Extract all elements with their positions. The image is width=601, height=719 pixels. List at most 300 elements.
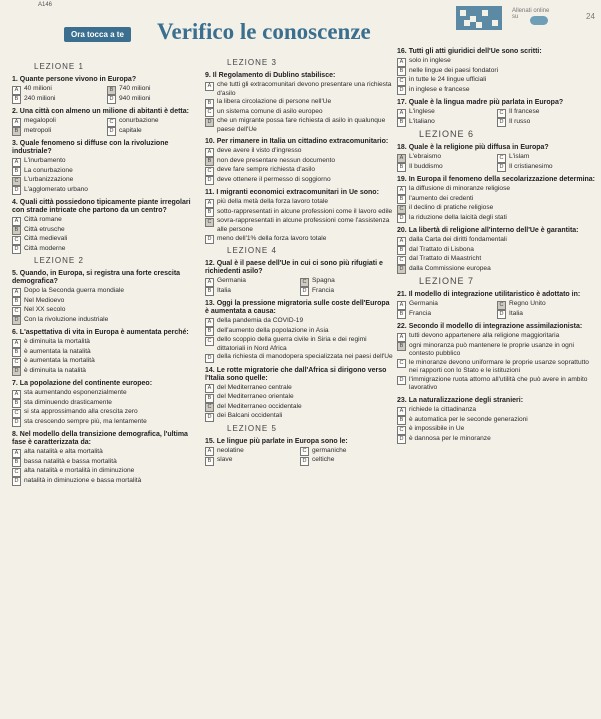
option-checkbox[interactable]: D xyxy=(12,186,21,195)
answer-option[interactable] xyxy=(12,306,202,316)
question-text: Tutti gli atti giuridici dell'Ue sono scritti: xyxy=(408,48,542,55)
answer-option[interactable] xyxy=(12,357,202,367)
answer-option[interactable] xyxy=(497,153,597,163)
answer-option[interactable] xyxy=(397,86,597,96)
option-checkbox[interactable]: B xyxy=(205,157,214,166)
option-checkbox[interactable]: C xyxy=(12,236,21,245)
question-text: Il Regolamento di Dublino stabilisce: xyxy=(212,72,336,79)
option-checkbox[interactable]: D xyxy=(397,86,406,95)
answer-option[interactable] xyxy=(397,425,597,435)
answer-options xyxy=(205,447,395,466)
option-checkbox[interactable]: B xyxy=(397,416,406,425)
option-text: celtiche xyxy=(312,456,335,464)
answer-option[interactable] xyxy=(497,163,597,173)
page-code: A146 xyxy=(38,2,53,8)
answer-option[interactable] xyxy=(397,435,597,445)
option-checkbox[interactable]: D xyxy=(205,118,214,127)
answer-option[interactable] xyxy=(107,127,202,137)
option-text: Nel XX secolo xyxy=(24,306,66,313)
answer-option[interactable] xyxy=(397,332,597,342)
question-text: Quale è la religione più diffusa in Europa? xyxy=(408,144,549,151)
option-checkbox[interactable]: D xyxy=(12,418,21,427)
option-text: 740 milioni xyxy=(119,85,151,92)
option-checkbox[interactable]: B xyxy=(12,226,21,235)
option-text: in inglese e francese xyxy=(409,85,470,93)
answer-option[interactable] xyxy=(397,246,597,256)
option-checkbox[interactable]: A xyxy=(397,333,406,342)
answer-option[interactable] xyxy=(12,117,107,127)
answer-option[interactable] xyxy=(397,118,497,128)
answer-option[interactable] xyxy=(12,458,202,468)
option-checkbox[interactable]: B xyxy=(205,287,214,296)
answer-option[interactable] xyxy=(397,236,597,246)
option-text: è diminuita la natalità xyxy=(24,366,86,374)
option-checkbox[interactable]: A xyxy=(205,278,214,287)
option-text: natalità in diminuzione e bassa mortalità xyxy=(24,476,142,484)
option-checkbox[interactable]: A xyxy=(205,148,214,157)
answer-option[interactable] xyxy=(397,416,597,426)
answer-option[interactable] xyxy=(12,399,202,409)
option-checkbox[interactable]: B xyxy=(12,297,21,306)
option-text: deve fare sempre richiesta d'asilo xyxy=(217,166,316,174)
answer-option[interactable] xyxy=(205,108,395,118)
option-checkbox[interactable]: D xyxy=(205,354,214,363)
option-checkbox[interactable]: A xyxy=(12,118,21,127)
option-checkbox[interactable]: A xyxy=(397,407,406,416)
answer-option[interactable] xyxy=(12,176,202,186)
option-checkbox[interactable]: B xyxy=(397,310,406,319)
answer-option[interactable] xyxy=(397,185,597,195)
answer-option[interactable] xyxy=(300,456,395,466)
answer-option[interactable] xyxy=(397,153,497,163)
answer-option[interactable] xyxy=(12,389,202,399)
question-number: 5. xyxy=(12,270,18,277)
answer-option[interactable] xyxy=(397,108,497,118)
option-checkbox[interactable]: A xyxy=(205,82,214,91)
option-checkbox[interactable]: D xyxy=(205,413,214,422)
option-checkbox[interactable]: C xyxy=(12,358,21,367)
answer-option[interactable] xyxy=(12,448,202,458)
answer-option[interactable] xyxy=(205,456,300,466)
answer-option[interactable] xyxy=(12,127,107,137)
answer-option[interactable] xyxy=(205,198,395,208)
option-checkbox[interactable]: A xyxy=(397,237,406,246)
option-checkbox[interactable]: C xyxy=(205,218,214,227)
question xyxy=(205,260,395,276)
answer-options xyxy=(205,81,395,134)
option-checkbox[interactable]: C xyxy=(397,77,406,86)
answer-option[interactable] xyxy=(205,336,395,353)
answer-option[interactable] xyxy=(205,412,395,422)
answer-options xyxy=(205,384,395,422)
question xyxy=(12,431,202,447)
answer-option[interactable] xyxy=(397,376,597,393)
answer-option[interactable] xyxy=(300,447,395,457)
option-checkbox[interactable]: A xyxy=(205,199,214,208)
option-checkbox[interactable]: C xyxy=(397,359,406,368)
option-text: dal Trattato di Maastricht xyxy=(409,255,482,262)
question xyxy=(397,99,597,107)
answer-options xyxy=(12,216,202,254)
question xyxy=(397,323,597,331)
option-checkbox[interactable]: D xyxy=(205,235,214,244)
option-text: La conurbazione xyxy=(24,166,73,174)
question xyxy=(205,438,395,446)
option-checkbox[interactable]: D xyxy=(12,477,21,486)
option-text: Il francese xyxy=(509,108,540,115)
answer-option[interactable] xyxy=(12,348,202,358)
answer-option[interactable] xyxy=(12,418,202,428)
answer-option[interactable] xyxy=(300,277,395,287)
answer-option[interactable] xyxy=(397,342,597,359)
answer-option[interactable] xyxy=(205,147,395,157)
answer-option[interactable] xyxy=(205,353,395,363)
option-text: è automatica per le seconde generazioni xyxy=(409,415,528,423)
answer-option[interactable] xyxy=(497,300,597,310)
option-text: l'immigrazione ruota attorno all'utilità che può avere in ambito lavorativo xyxy=(409,375,588,392)
option-text: un sistema comune di asilo europeo xyxy=(217,107,323,115)
answer-option[interactable] xyxy=(397,163,497,173)
option-checkbox[interactable]: D xyxy=(107,95,116,104)
option-checkbox[interactable]: A xyxy=(205,384,214,393)
answer-option[interactable] xyxy=(12,157,202,167)
question-number: 2. xyxy=(12,108,18,115)
question-text: Quali città possiedono tipicamente piante irregolari con strade intricate che partono da un centro? xyxy=(12,199,191,214)
answer-option[interactable] xyxy=(12,167,202,177)
option-text: Città medievali xyxy=(24,235,68,242)
option-checkbox[interactable]: B xyxy=(397,67,406,76)
option-text: dal Trattato di Lisbona xyxy=(409,245,474,253)
option-text: 940 milioni xyxy=(119,94,151,102)
option-text: più della metà della forza lavoro totale xyxy=(217,198,329,206)
answer-option[interactable] xyxy=(205,98,395,108)
answer-option[interactable] xyxy=(12,408,202,418)
answer-option[interactable] xyxy=(397,214,597,224)
option-checkbox[interactable]: A xyxy=(397,109,406,118)
question xyxy=(205,189,395,197)
option-checkbox[interactable]: D xyxy=(12,316,21,325)
option-checkbox[interactable]: C xyxy=(497,154,506,163)
option-text: deve ottenere il permesso di soggiorno xyxy=(217,175,331,183)
question-number: 9. xyxy=(205,72,211,79)
answer-option[interactable] xyxy=(397,255,597,265)
option-checkbox[interactable]: C xyxy=(300,278,309,287)
answer-options xyxy=(397,300,597,319)
option-checkbox[interactable]: B xyxy=(205,99,214,108)
question-number: 21. xyxy=(397,291,407,298)
option-text: dalla Commissione europea xyxy=(409,264,491,272)
question xyxy=(12,329,202,337)
question xyxy=(12,140,202,156)
option-checkbox[interactable]: A xyxy=(205,447,214,456)
option-checkbox[interactable]: A xyxy=(397,58,406,67)
option-text: sta diminuendo drasticamente xyxy=(24,398,112,406)
question xyxy=(397,48,597,56)
option-text: metropoli xyxy=(24,126,52,134)
option-checkbox[interactable]: B xyxy=(397,118,406,127)
option-checkbox[interactable]: B xyxy=(12,95,21,104)
answer-option[interactable] xyxy=(300,287,395,297)
answer-option[interactable] xyxy=(12,85,107,95)
online-label: Allenati online su xyxy=(512,8,550,20)
option-text: Francia xyxy=(312,286,334,294)
option-checkbox[interactable]: A xyxy=(12,339,21,348)
answer-option[interactable] xyxy=(12,338,202,348)
answer-option[interactable] xyxy=(205,384,395,394)
option-checkbox[interactable]: D xyxy=(12,367,21,376)
option-text: richiede la cittadinanza xyxy=(409,406,477,414)
option-text: è dannosa per le minoranze xyxy=(409,434,491,442)
option-checkbox[interactable]: B xyxy=(397,342,406,351)
answer-option[interactable] xyxy=(397,76,597,86)
option-text: nelle lingue dei paesi fondatori xyxy=(409,66,499,74)
option-text: alta natalità e mortalità in diminuzione xyxy=(24,467,135,474)
option-checkbox[interactable]: C xyxy=(12,307,21,316)
option-checkbox[interactable]: A xyxy=(397,186,406,195)
option-checkbox[interactable]: C xyxy=(107,118,116,127)
option-checkbox[interactable]: B xyxy=(12,348,21,357)
option-text: conurbazione xyxy=(119,117,159,124)
option-text: L'ebraismo xyxy=(409,153,442,160)
answer-option[interactable] xyxy=(12,287,202,297)
option-checkbox[interactable]: C xyxy=(12,409,21,418)
answer-option[interactable] xyxy=(497,108,597,118)
option-checkbox[interactable]: C xyxy=(397,426,406,435)
answer-option[interactable] xyxy=(205,217,395,234)
answer-option[interactable] xyxy=(12,186,202,196)
option-checkbox[interactable]: C xyxy=(12,468,21,477)
answer-option[interactable] xyxy=(205,157,395,167)
option-text: non deve presentare nessun documento xyxy=(217,156,336,164)
question-number: 10. xyxy=(205,138,215,146)
answer-option[interactable] xyxy=(107,117,202,127)
option-checkbox[interactable]: A xyxy=(12,217,21,226)
question-text: La popolazione del continente europeo: xyxy=(19,380,153,387)
option-text: solo in inglese xyxy=(409,57,451,64)
answer-option[interactable] xyxy=(12,297,202,307)
question-number: 7. xyxy=(12,380,18,387)
option-text: della richiesta di manodopera specializzata nei paesi dell'Ue xyxy=(217,353,393,361)
option-checkbox[interactable]: C xyxy=(205,167,214,176)
option-checkbox[interactable]: A xyxy=(205,318,214,327)
answer-options xyxy=(397,332,597,393)
answer-option[interactable] xyxy=(397,195,597,205)
option-checkbox[interactable]: D xyxy=(300,287,309,296)
question-number: 6. xyxy=(12,329,18,336)
question xyxy=(205,367,395,383)
option-checkbox[interactable]: D xyxy=(397,376,406,385)
column-left xyxy=(12,60,202,488)
answer-option[interactable] xyxy=(107,85,202,95)
question-text: Una città con almeno un milione di abitanti è detta: xyxy=(19,108,189,115)
answer-option[interactable] xyxy=(12,245,202,255)
answer-option[interactable] xyxy=(205,393,395,403)
option-text: Dopo la Seconda guerra mondiale xyxy=(24,287,125,294)
answer-option[interactable] xyxy=(397,265,597,275)
option-checkbox[interactable]: D xyxy=(300,457,309,466)
question xyxy=(12,108,202,116)
answer-options xyxy=(12,85,202,104)
option-text: L'islam xyxy=(509,153,530,160)
answer-option[interactable] xyxy=(205,81,395,98)
question-number: 16. xyxy=(397,48,407,55)
answer-option[interactable] xyxy=(397,310,497,320)
question-number: 11. xyxy=(205,189,215,197)
lesson-heading: LEZIONE 3 xyxy=(227,58,277,67)
answer-option[interactable] xyxy=(205,117,395,134)
header-banner xyxy=(57,15,447,55)
option-checkbox[interactable]: B xyxy=(205,327,214,336)
answer-option[interactable] xyxy=(205,447,300,457)
question-text: Il modello di integrazione utilitaristico è adottato in: xyxy=(408,291,581,298)
answer-option[interactable] xyxy=(497,118,597,128)
option-text: bassa natalità e bassa mortalità xyxy=(24,457,117,465)
answer-option[interactable] xyxy=(205,166,395,176)
answer-option[interactable] xyxy=(397,57,597,67)
option-text: Italia xyxy=(217,286,231,294)
option-checkbox[interactable]: B xyxy=(12,127,21,136)
answer-option[interactable] xyxy=(397,67,597,77)
answer-option[interactable] xyxy=(12,467,202,477)
answer-option[interactable] xyxy=(397,359,597,376)
option-text: Il russo xyxy=(509,117,531,125)
option-checkbox[interactable]: B xyxy=(397,195,406,204)
answer-option[interactable] xyxy=(205,277,300,287)
answer-option[interactable] xyxy=(205,327,395,337)
answer-options xyxy=(205,277,395,296)
option-text: Nel Medioevo xyxy=(24,296,65,304)
question xyxy=(397,397,597,405)
answer-option[interactable] xyxy=(497,310,597,320)
option-checkbox[interactable]: A xyxy=(12,86,21,95)
option-text: Regno Unito xyxy=(509,300,546,307)
option-checkbox[interactable]: D xyxy=(497,118,506,127)
option-checkbox[interactable]: D xyxy=(205,176,214,185)
option-checkbox[interactable]: C xyxy=(300,447,309,456)
answer-option[interactable] xyxy=(12,95,107,105)
answer-options xyxy=(397,108,597,127)
answer-option[interactable] xyxy=(397,204,597,214)
option-checkbox[interactable]: C xyxy=(12,177,21,186)
option-text: Città etrusche xyxy=(24,225,65,233)
option-text: dalla Carta dei diritti fondamentali xyxy=(409,236,507,243)
answer-options xyxy=(397,57,597,95)
option-checkbox[interactable]: B xyxy=(12,167,21,176)
option-checkbox[interactable]: B xyxy=(397,246,406,255)
option-text: Il buddismo xyxy=(409,162,443,170)
option-checkbox[interactable]: A xyxy=(12,449,21,458)
option-checkbox[interactable]: D xyxy=(397,214,406,223)
question xyxy=(12,199,202,215)
option-checkbox[interactable]: D xyxy=(397,435,406,444)
answer-option[interactable] xyxy=(397,406,597,416)
option-text: è aumentata la natalità xyxy=(24,347,91,355)
option-text: 240 milioni xyxy=(24,94,56,102)
lesson-heading: LEZIONE 1 xyxy=(34,62,84,71)
option-checkbox[interactable]: A xyxy=(12,158,21,167)
option-checkbox[interactable]: D xyxy=(107,127,116,136)
option-text: della pandemia da COVID-19 xyxy=(217,317,304,325)
answer-option[interactable] xyxy=(107,95,202,105)
question-number: 20. xyxy=(397,227,407,234)
answer-options xyxy=(12,448,202,486)
answer-option[interactable] xyxy=(397,300,497,310)
answer-option[interactable] xyxy=(12,367,202,377)
option-text: la riduzione della laicità degli stati xyxy=(409,213,507,221)
section-badge: Ora tocca a te xyxy=(64,27,131,42)
answer-option[interactable] xyxy=(205,235,395,245)
option-checkbox[interactable]: D xyxy=(12,245,21,254)
question xyxy=(397,291,597,299)
option-checkbox[interactable]: C xyxy=(205,337,214,346)
question-number: 23. xyxy=(397,397,407,405)
question-text: I migranti economici extracomunitari in Ue sono: xyxy=(216,189,379,197)
option-checkbox[interactable]: C xyxy=(497,109,506,118)
option-checkbox[interactable]: B xyxy=(12,458,21,467)
option-text: dello scoppio della guerra civile in Siria e dei regimi dittatoriali in Nord Africa xyxy=(217,336,367,352)
option-checkbox[interactable]: C xyxy=(397,256,406,265)
answer-option[interactable] xyxy=(205,317,395,327)
option-text: si sta approssimando alla crescita zero xyxy=(24,408,138,415)
option-checkbox[interactable]: B xyxy=(205,394,214,403)
option-checkbox[interactable]: A xyxy=(12,390,21,399)
answer-option[interactable] xyxy=(12,226,202,236)
option-checkbox[interactable]: D xyxy=(397,265,406,274)
option-checkbox[interactable]: B xyxy=(205,208,214,217)
option-text: L'inglese xyxy=(409,108,435,115)
option-text: Italia xyxy=(509,309,523,317)
answer-options xyxy=(12,117,202,136)
option-checkbox[interactable]: B xyxy=(397,163,406,172)
option-text: le minoranze devono uniformare le proprie usanze soprattutto nei rapporti con lo Stato e le istituzioni xyxy=(409,358,589,375)
option-checkbox[interactable]: A xyxy=(397,301,406,310)
option-checkbox[interactable]: D xyxy=(497,310,506,319)
option-checkbox[interactable]: A xyxy=(397,154,406,163)
qr-code-icon[interactable] xyxy=(456,6,502,30)
answer-option[interactable] xyxy=(12,216,202,226)
option-checkbox[interactable]: C xyxy=(205,108,214,117)
option-text: Città romane xyxy=(24,216,62,223)
option-checkbox[interactable]: B xyxy=(107,86,116,95)
answer-option[interactable] xyxy=(12,477,202,487)
option-checkbox[interactable]: C xyxy=(497,301,506,310)
option-checkbox[interactable]: C xyxy=(397,205,406,214)
option-text: del Mediterraneo centrale xyxy=(217,383,292,391)
option-checkbox[interactable]: D xyxy=(497,163,506,172)
option-checkbox[interactable]: A xyxy=(12,288,21,297)
option-text: del Mediterraneo occidentale xyxy=(217,402,302,410)
option-checkbox[interactable]: B xyxy=(205,457,214,466)
option-text: la diffusione di minoranze religiose xyxy=(409,185,511,192)
question-text: Nel modello della transizione demografica, l'ultima fase è caratterizzata da: xyxy=(12,431,188,446)
question xyxy=(397,144,597,152)
answer-option[interactable] xyxy=(205,208,395,218)
answer-option[interactable] xyxy=(205,287,300,297)
option-text: il declino di pratiche religiose xyxy=(409,204,494,211)
option-checkbox[interactable]: C xyxy=(205,403,214,412)
answer-option[interactable] xyxy=(205,176,395,186)
question-number: 1. xyxy=(12,76,18,83)
option-text: L'inurbamento xyxy=(24,157,66,164)
answer-option[interactable] xyxy=(12,316,202,326)
option-checkbox[interactable]: B xyxy=(12,399,21,408)
question-number: 3. xyxy=(12,140,18,147)
question-number: 12. xyxy=(205,260,215,268)
answer-option[interactable] xyxy=(12,235,202,245)
question-text: Oggi la pressione migratoria sulle coste dell'Europa è aumentata a causa: xyxy=(205,300,390,316)
option-text: sta crescendo sempre più, ma lentamente xyxy=(24,417,147,425)
answer-option[interactable] xyxy=(205,403,395,413)
